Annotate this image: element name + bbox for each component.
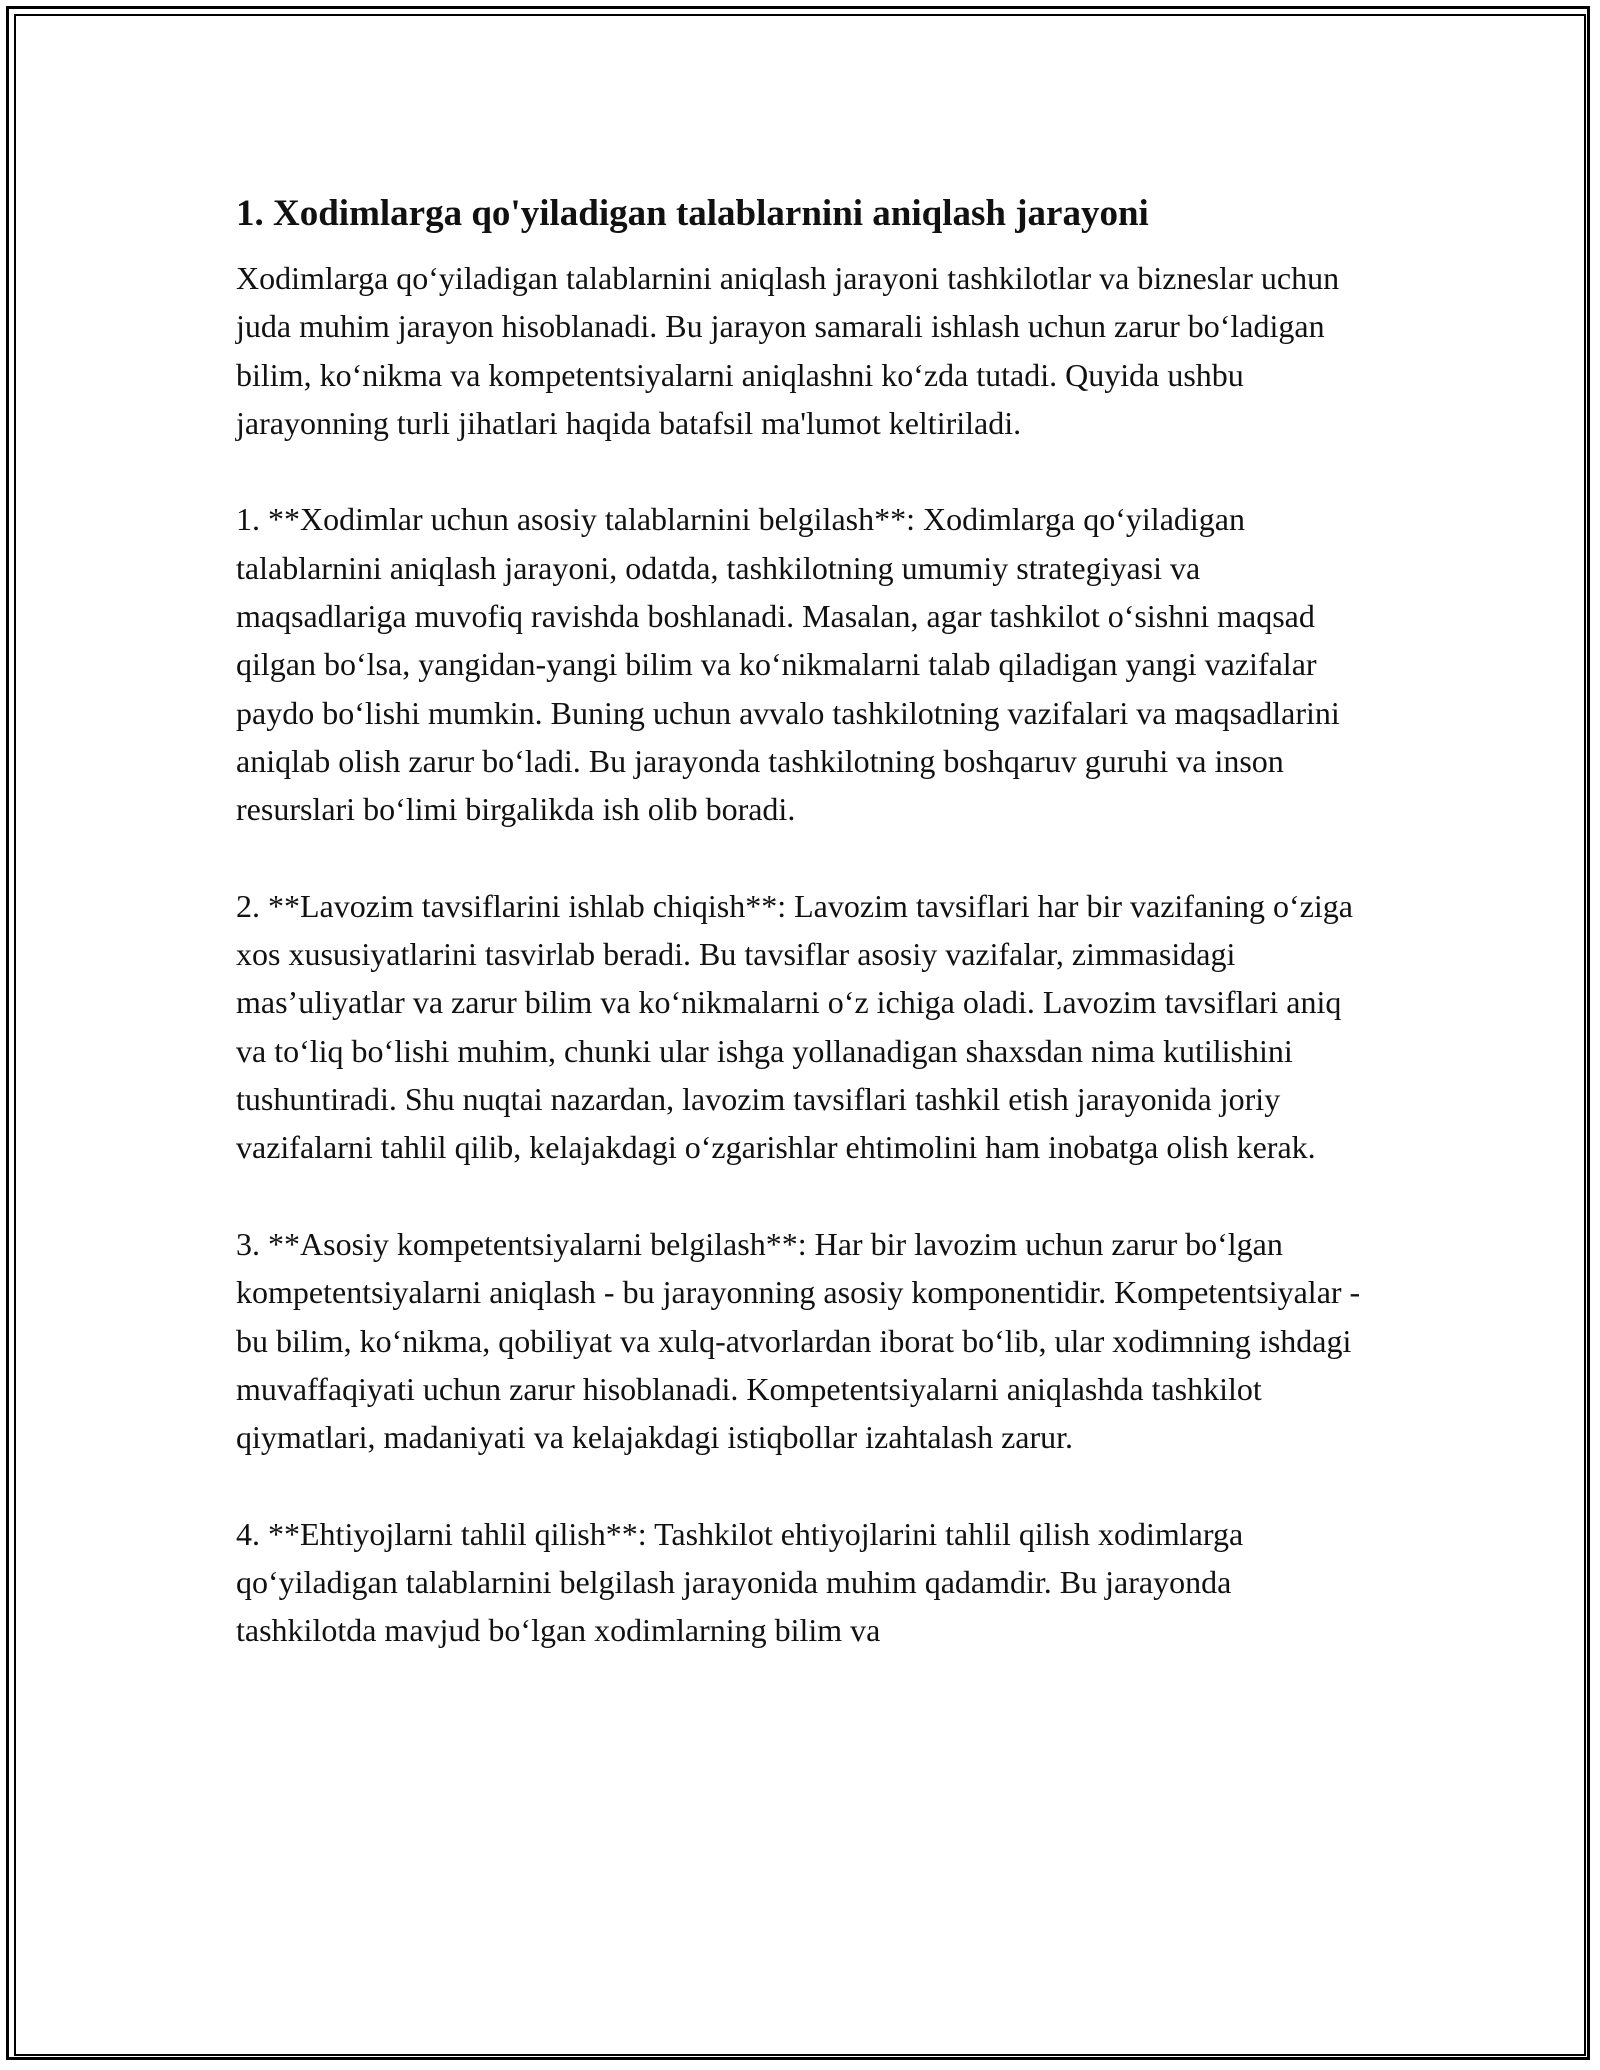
section-4-paragraph: 4. **Ehtiyojlarni tahlil qilish**: Tashkilot ehtiyojlarini tahlil qilish xodimlarga qo‘yiladigan talablarnini belgilash jarayonida muhim qadamdir. Bu jarayonda tashkilotda mavjud bo‘lgan xodimlarning bilim va	[236, 1515, 1244, 1649]
intro-paragraph: Xodimlarga qo‘yiladigan talablarnini aniqlash jarayoni tashkilotlar va bizneslar uchun juda muhim jarayon hisoblanadi. Bu jarayon samarali ishlash uchun zarur bo‘ladigan bilim, ko‘nikma va kompetentsiyalarni aniqlashni ko‘zda tutadi. Quyida ushbu jarayonning turli jihatlari haqida batafsil ma'lumot keltiriladi.	[236, 260, 1340, 441]
document-title: 1. Xodimlarga qo'yiladigan talablarnini aniqlash jarayoni	[236, 193, 1149, 234]
section-2-paragraph: 2. **Lavozim tavsiflarini ishlab chiqish**: Lavozim tavsiflari har bir vazifaning o‘ziga xos xususiyatlarini tasvirlab beradi. Bu tavsiflar asosiy vazifalar, zimmasidagi mas’uliyatlar va zarur bilim va ko‘nikmalarni o‘z ichiga oladi. Lavozim tavsiflari aniq va to‘liq bo‘lishi muhim, chunki ular ishga yollanadigan shaxsdan nima kutilishini tushuntiradi. Shu nuqtai nazardan, lavozim tavsiflari tashkil etish jarayonida joriy vazifalarni tahlil qilib, kelajakdagi o‘zgarishlar ehtimolini ham inobatga olish kerak.	[236, 887, 1353, 1166]
section-1-paragraph: 1. **Xodimlar uchun asosiy talablarnini belgilash**: Xodimlarga qo‘yiladigan talablarnini aniqlash jarayoni, odatda, tashkilotning umumiy strategiyasi va maqsadlariga muvofiq ravishda boshlanadi. Masalan, agar tashkilot o‘sishni maqsad qilgan bo‘lsa, yangidan-yangi bilim va ko‘nikmalarni talab qiladigan yangi vazifalar paydo bo‘lishi mumkin. Buning uchun avvalo tashkilotning vazifalari va maqsadlarini aniqlab olish zarur bo‘ladi. Bu jarayonda tashkilotning boshqaruv guruhi va inson resurslari bo‘limi birgalikda ish olib boradi.	[236, 501, 1340, 828]
section-3-paragraph: 3. **Asosiy kompetentsiyalarni belgilash**: Har bir lavozim uchun zarur bo‘lgan kompetentsiyalarni aniqlash - bu jarayonning asosiy komponentidir. Kompetentsiyalar - bu bilim, ko‘nikma, qobiliyat va xulq-atvorlardan iborat bo‘lib, ular xodimning ishdagi muvaffaqiyati uchun zarur hisoblanadi. Kompetentsiyalarni aniqlashda tashkilot qiymatlari, madaniyati va kelajakdagi istiqbollar izahtalash zarur.	[236, 1225, 1361, 1456]
document-body	[236, 186, 1376, 1655]
